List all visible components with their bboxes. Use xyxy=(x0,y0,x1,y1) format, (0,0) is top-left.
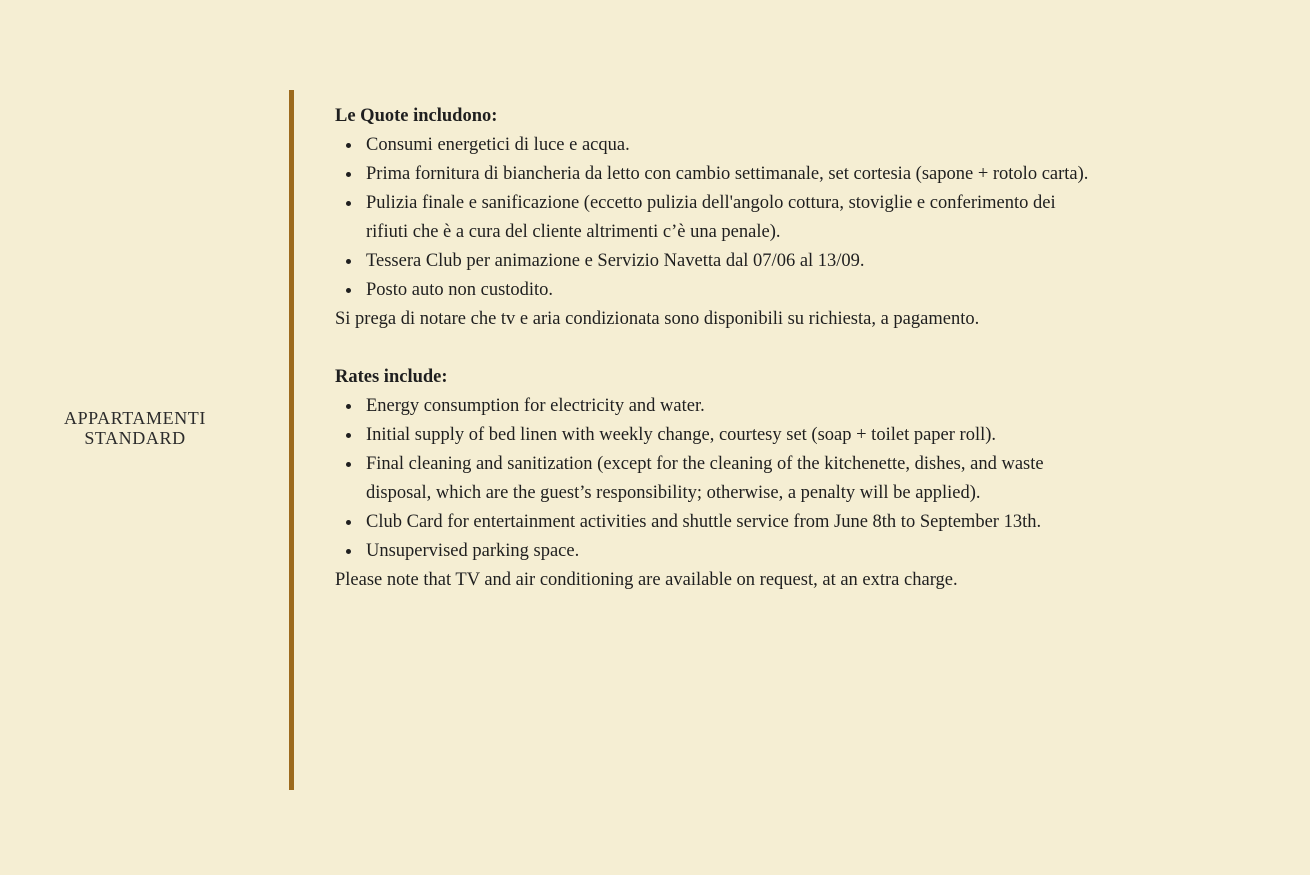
list-item xyxy=(335,508,1101,537)
bullet-icon xyxy=(346,433,351,438)
bullet-list-italian xyxy=(335,131,1101,305)
list-item-text: Pulizia finale e sanificazione (eccetto pulizia dell'angolo cottura, stoviglie e conferimento dei rifiuti che è a cura del cliente altrimenti c’è una penale). xyxy=(366,193,1056,242)
list-item xyxy=(335,247,1101,276)
list-item xyxy=(335,450,1101,508)
list-item-text: Consumi energetici di luce e acqua. xyxy=(366,135,630,155)
list-item-text: Tessera Club per animazione e Servizio Navetta dal 07/06 al 13/09. xyxy=(366,251,865,271)
list-item xyxy=(335,392,1101,421)
bullet-icon xyxy=(346,549,351,554)
side-label-line1: APPARTAMENTI xyxy=(63,408,207,428)
bullet-icon xyxy=(346,520,351,525)
section-heading-italian: Le Quote includono: xyxy=(335,106,498,126)
bullet-icon xyxy=(346,462,351,467)
note-italian: Si prega di notare che tv e aria condizionata sono disponibili su richiesta, a pagamento. xyxy=(335,309,980,329)
bullet-icon xyxy=(346,288,351,293)
list-item-text: Energy consumption for electricity and water. xyxy=(366,396,705,416)
bullet-icon xyxy=(346,201,351,206)
side-label xyxy=(0,409,270,448)
note-english: Please note that TV and air conditioning are available on request, at an extra charge. xyxy=(335,570,958,590)
section-heading-english: Rates include: xyxy=(335,367,448,387)
list-item-text: Club Card for entertainment activities and shuttle service from June 8th to September 13th. xyxy=(366,512,1042,532)
list-item xyxy=(335,421,1101,450)
list-item-text: Final cleaning and sanitization (except for the cleaning of the kitchenette, dishes, and waste disposal, which are the guest’s responsibility; otherwise, a penalty will be applied). xyxy=(366,454,1044,503)
list-item-text: Posto auto non custodito. xyxy=(366,280,554,300)
bullet-icon xyxy=(346,172,351,177)
list-item xyxy=(335,276,1101,305)
side-label-line2: STANDARD xyxy=(84,427,186,448)
list-item-text: Unsupervised parking space. xyxy=(366,541,580,561)
bullet-list-english xyxy=(335,392,1101,566)
list-item xyxy=(335,160,1101,189)
section-english xyxy=(335,363,1101,595)
bullet-icon xyxy=(346,259,351,264)
list-item xyxy=(335,131,1101,160)
section-italian xyxy=(335,102,1101,334)
content-column xyxy=(335,102,1101,595)
vertical-divider xyxy=(289,90,294,790)
list-item xyxy=(335,189,1101,247)
bullet-icon xyxy=(346,143,351,148)
list-item-text: Initial supply of bed linen with weekly change, courtesy set (soap + toilet paper roll). xyxy=(366,425,997,445)
bullet-icon xyxy=(346,404,351,409)
list-item xyxy=(335,537,1101,566)
list-item-text: Prima fornitura di biancheria da letto con cambio settimanale, set cortesia (sapone + rotolo carta). xyxy=(366,164,1089,184)
